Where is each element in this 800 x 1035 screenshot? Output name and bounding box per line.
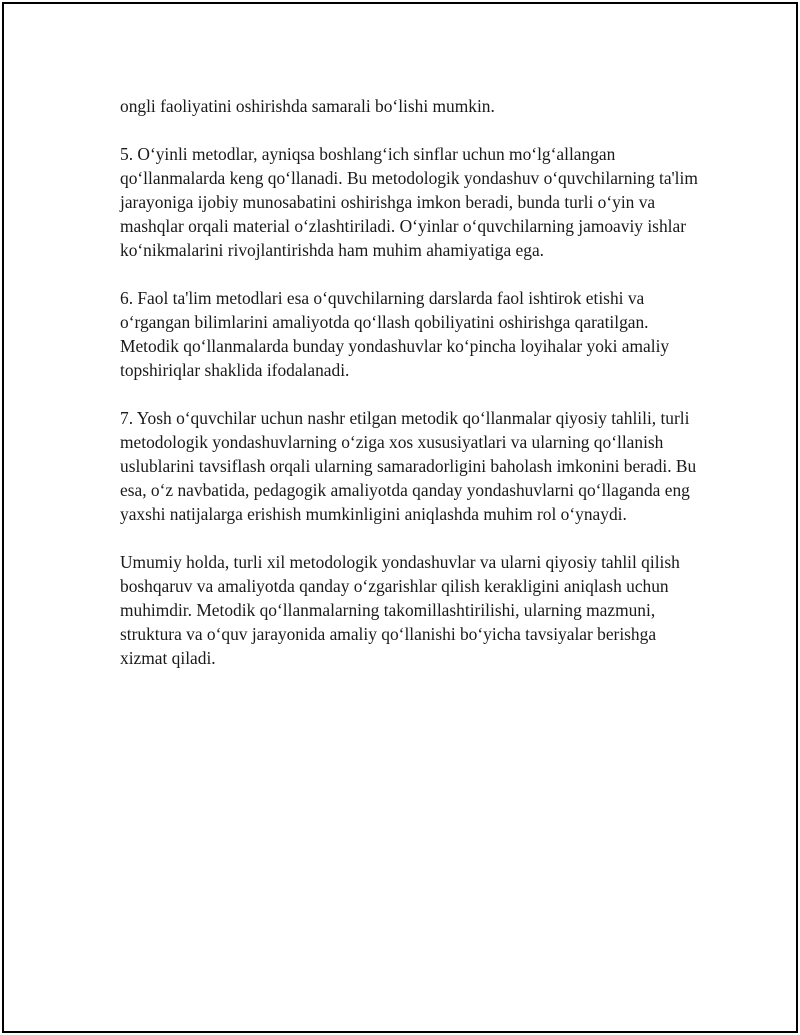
paragraph-continuation: ongli faoliyatini oshirishda samarali bo‘lishi mumkin. [120,96,495,116]
paragraph-item-5: 5. O‘yinli metodlar, ayniqsa boshlang‘ich sinflar uchun mo‘lg‘allangan qo‘llanmalarda keng qo‘llanadi. Bu metodologik yondashuv o‘quvchilarning ta'lim jarayoniga ijobiy munosabatini oshirishga imkon beradi, bunda turli o‘yin va mashqlar orqali material o‘zlashtiriladi. O‘yinlar o‘quvchilarning jamoaviy ishlar ko‘nikmalarini rivojlantirishda ham muhim ahamiyatiga ega. [120,144,698,260]
document-body [120,94,700,694]
paragraph-item-7: 7. Yosh o‘quvchilar uchun nashr etilgan metodik qo‘llanmalar qiyosiy tahlili, turli metodologik yondashuvlarning o‘ziga xos xususiyatlari va ularning qo‘llanish uslublarini tavsiflash orqali ularning samaradorligini baholash imkonini beradi. Bu esa, o‘z navbatida, pedagogik amaliyotda qanday yondashuvlarni qo‘llaganda eng yaxshi natijalarga erishish mumkinligini aniqlashda muhim rol o‘ynaydi. [120,408,697,524]
paragraph-conclusion: Umumiy holda, turli xil metodologik yondashuvlar va ularni qiyosiy tahlil qilish boshqaruv va amaliyotda qanday o‘zgarishlar qilish kerakligini aniqlash uchun muhimdir. Metodik qo‘llanmalarning takomillashtirilishi, ularning mazmuni, struktura va o‘quv jarayonida amaliy qo‘llanishi bo‘yicha tavsiyalar berishga xizmat qiladi. [120,552,680,668]
paragraph-item-6: 6. Faol ta'lim metodlari esa o‘quvchilarning darslarda faol ishtirok etishi va o‘rgangan bilimlarini amaliyotda qo‘llash qobiliyatini oshirishga qaratilgan. Metodik qo‘llanmalarda bunday yondashuvlar ko‘pincha loyihalar yoki amaliy topshiriqlar shaklida ifodalanadi. [120,288,670,380]
page-frame [2,2,798,1033]
